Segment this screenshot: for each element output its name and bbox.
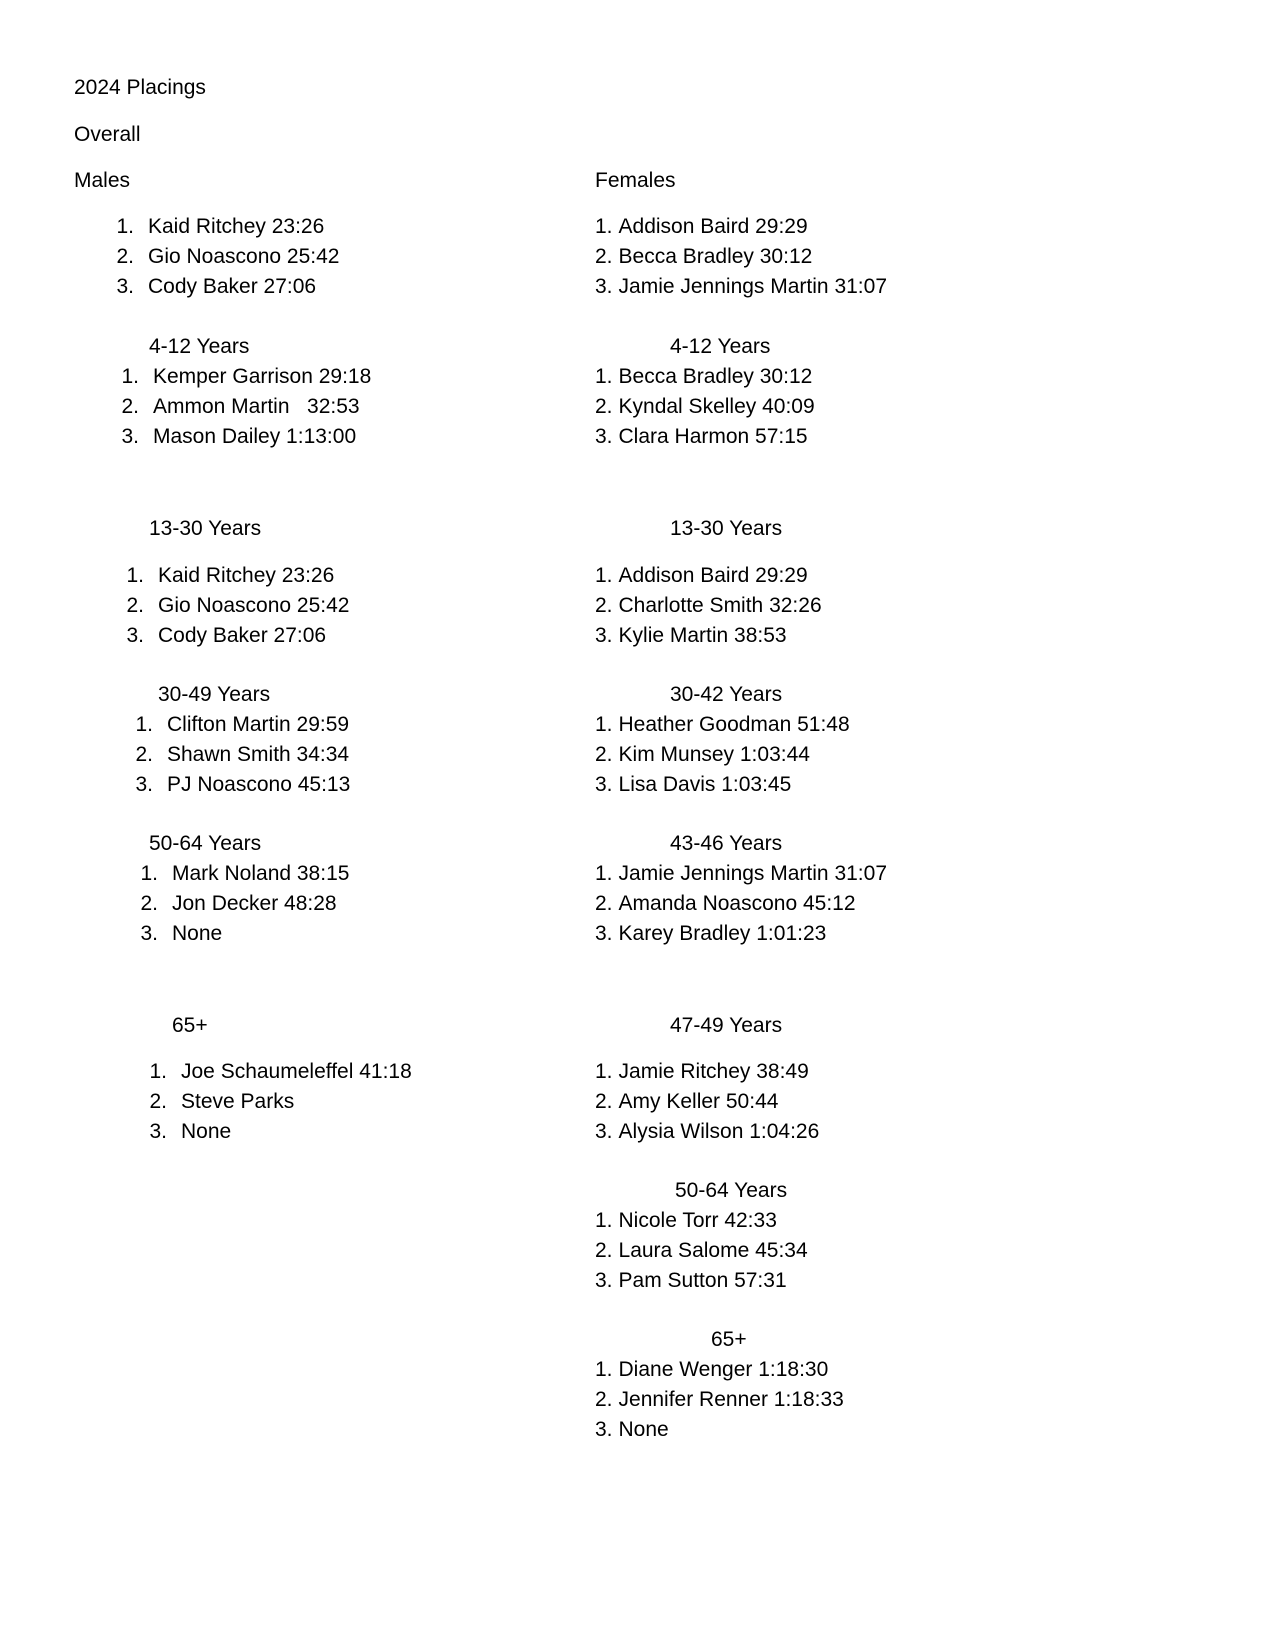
list-item: 3. None [140,922,223,945]
list-item: 1. Heather Goodman 51:48 [595,713,850,736]
list-item: 2. Charlotte Smith 32:26 [595,594,822,617]
list-item: 2. Shawn Smith 34:34 [135,743,350,766]
list-item: 1. Jamie Ritchey 38:49 [595,1060,809,1083]
list-item: 3. Cody Baker 27:06 [126,624,327,647]
males-4-12-list [105,362,371,452]
list-item: 2. Becca Bradley 30:12 [595,245,813,268]
list-item: 2. Jennifer Renner 1:18:33 [595,1388,844,1411]
males-13-30-heading: 13-30 Years [149,517,262,540]
list-item: 2. Amy Keller 50:44 [595,1090,779,1113]
list-item: 3. Cody Baker 27:06 [116,275,317,298]
females-50-64-heading: 50-64 Years [675,1179,788,1202]
list-item: 1. Clifton Martin 29:59 [135,713,350,736]
list-item: 1. Addison Baird 29:29 [595,564,808,587]
females-43-46-heading: 43-46 Years [670,832,783,855]
males-30-49-heading: 30-49 Years [158,683,271,706]
list-item: 2. Gio Noascono 25:42 [116,245,340,268]
list-item: 3. Alysia Wilson 1:04:26 [595,1120,820,1143]
list-item: 3. Kylie Martin 38:53 [595,624,787,647]
document-title: 2024 Placings [74,76,206,99]
list-item: 1. Mark Noland 38:15 [140,862,350,885]
list-item: 1. Kaid Ritchey 23:26 [126,564,335,587]
list-item: 3. Pam Sutton 57:31 [595,1269,787,1292]
females-30-42-list [595,710,850,800]
overall-heading: Overall [74,123,141,146]
males-overall-list [100,212,339,302]
females-47-49-list [595,1057,819,1147]
list-item: 2. Kyndal Skelley 40:09 [595,395,815,418]
list-item: 1. Diane Wenger 1:18:30 [595,1358,829,1381]
females-65-plus-list [595,1355,844,1445]
males-65-plus-list [133,1057,412,1147]
males-65-plus-heading: 65+ [172,1014,208,1037]
females-65-plus-heading: 65+ [711,1328,747,1351]
list-item: 1. Joe Schaumeleffel 41:18 [149,1060,412,1083]
list-item: 3. PJ Noascono 45:13 [135,773,351,796]
females-13-30-heading: 13-30 Years [670,517,783,540]
females-heading: Females [595,169,676,192]
list-item: 1. Becca Bradley 30:12 [595,365,813,388]
list-item: 2. Amanda Noascono 45:12 [595,892,856,915]
list-item: 2. Kim Munsey 1:03:44 [595,743,810,766]
list-item: 3. Mason Dailey 1:13:00 [121,425,357,448]
list-item: 2. Steve Parks [149,1090,295,1113]
list-item: 3. None [149,1120,232,1143]
list-item: 2. Ammon Martin 32:53 [121,395,360,418]
females-43-46-list [595,859,887,949]
females-50-64-list [595,1206,808,1296]
males-heading: Males [74,169,131,192]
females-13-30-list [595,561,822,651]
females-4-12-list [595,362,815,452]
list-item: 3. Lisa Davis 1:03:45 [595,773,792,796]
females-overall-list [595,212,887,302]
females-30-42-heading: 30-42 Years [670,683,783,706]
males-50-64-heading: 50-64 Years [149,832,262,855]
list-item: 1. Jamie Jennings Martin 31:07 [595,862,887,885]
females-47-49-heading: 47-49 Years [670,1014,783,1037]
list-item: 3. Jamie Jennings Martin 31:07 [595,275,887,298]
list-item: 1. Addison Baird 29:29 [595,215,808,238]
males-13-30-list [110,561,349,651]
females-4-12-heading: 4-12 Years [670,335,771,358]
list-item: 2. Gio Noascono 25:42 [126,594,350,617]
males-50-64-list [124,859,349,949]
list-item: 2. Laura Salome 45:34 [595,1239,808,1262]
list-item: 1. Kemper Garrison 29:18 [121,365,372,388]
list-item: 3. Karey Bradley 1:01:23 [595,922,827,945]
males-4-12-heading: 4-12 Years [149,335,250,358]
list-item: 3. None [595,1418,669,1441]
males-30-49-list [119,710,350,800]
list-item: 1. Kaid Ritchey 23:26 [116,215,325,238]
list-item: 3. Clara Harmon 57:15 [595,425,808,448]
list-item: 2. Jon Decker 48:28 [140,892,337,915]
list-item: 1. Nicole Torr 42:33 [595,1209,777,1232]
